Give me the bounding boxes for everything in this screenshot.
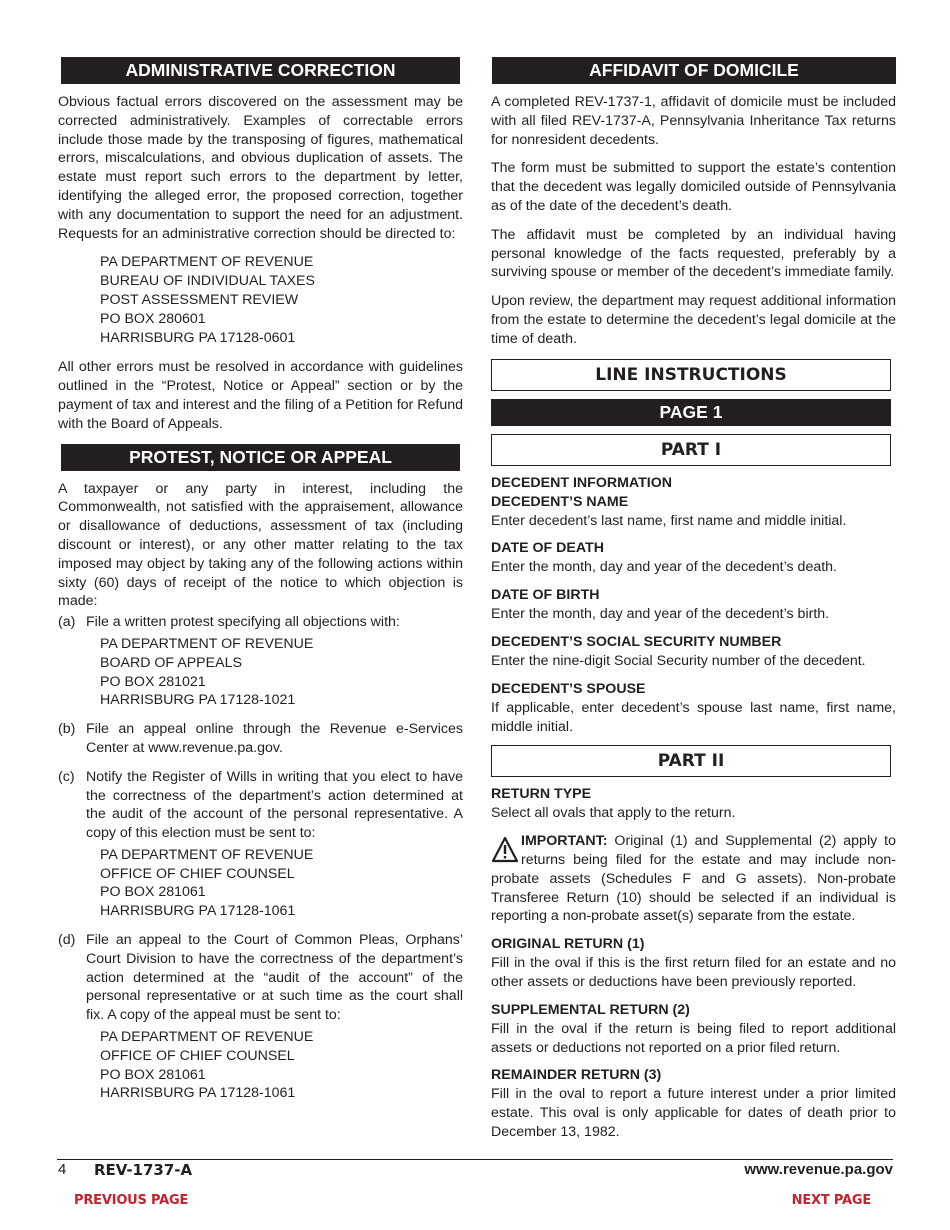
domicile-paragraph: Upon review, the department may request additional information from the estate to determine the decedent’s legal domicile at the time of death.	[491, 293, 896, 347]
domicile-paragraph: A completed REV-1737-1, affidavit of domicile must be included with all filed REV-1737-A, Pennsylvania Inheritance Tax returns for nonresident decedents.	[491, 94, 896, 148]
protest-item-d	[58, 931, 463, 1103]
item-label: (b)	[58, 721, 76, 738]
entry-title: DATE OF DEATH	[491, 540, 604, 557]
important-label: IMPORTANT:	[521, 833, 608, 850]
admin-correction-heading: ADMINISTRATIVE CORRECTION	[61, 57, 460, 84]
item-label: (c)	[58, 768, 75, 785]
item-address	[100, 846, 463, 921]
entry-title: DECEDENT’S SOCIAL SECURITY NUMBER	[491, 633, 782, 650]
item-text: File an appeal to the Court of Common Pleas, Orphans’ Court Division to have the correctness of the department’s action determined at the “audit of the account” of the personal representative or at such time as the court shall fix. A copy of the appeal must be sent to:	[86, 932, 463, 1024]
footer-rule	[57, 1159, 893, 1160]
admin-correction-paragraph: Obvious factual errors discovered on the assessment may be corrected administratively. Examples of correctable errors include those made by the transposing of figures, mathematical errors, miscalculations, and obvious duplication of assets. The estate must report such errors to the department by letter, identifying the alleged error, the proposed correction, together with any documentation to support the need for an adjustment. Requests for an administrative correction should be directed to:	[58, 94, 463, 242]
entry-title: DECEDENT’S NAME	[491, 493, 629, 510]
protest-item-c	[58, 768, 463, 921]
address-line: OFFICE OF CHIEF COUNSEL	[100, 865, 295, 882]
item-body	[86, 613, 463, 710]
address-line: HARRISBURG PA 17128-0601	[100, 329, 296, 346]
left-column	[58, 57, 463, 1113]
entry-title: RETURN TYPE	[491, 786, 592, 803]
address-line: POST ASSESSMENT REVIEW	[100, 291, 299, 308]
entry-text: If applicable, enter decedent’s spouse last name, first name, middle initial.	[491, 699, 896, 735]
item-body	[86, 931, 463, 1103]
next-page-link[interactable]: NEXT PAGE	[791, 1193, 871, 1208]
admin-address	[100, 253, 463, 347]
address-line: PO BOX 281061	[100, 884, 206, 901]
item-text: File a written protest specifying all objections with:	[86, 614, 400, 631]
entry-date-of-death	[491, 539, 896, 577]
address-line: PO BOX 281021	[100, 673, 206, 690]
important-note	[491, 832, 896, 926]
item-address	[100, 635, 463, 710]
protest-paragraph: A taxpayer or any party in interest, including the Commonwealth, not satisfied with the appraisement, allowance or disallowance of deductions, assessment of tax (including discount or interest), or any other matter relating to the tax imposed may object by taking any of the following actions within sixty (60) days of receipt of the notice to which objection is made:	[58, 480, 463, 610]
protest-item-a	[58, 613, 463, 710]
decedent-information-title: DECEDENT INFORMATION	[491, 474, 673, 491]
page-number: 4	[58, 1161, 67, 1178]
address-line: BUREAU OF INDIVIDUAL TAXES	[100, 273, 315, 290]
protest-item-b	[58, 720, 463, 758]
address-line: BOARD OF APPEALS	[100, 654, 242, 671]
entry-text: Enter the nine-digit Social Security number of the decedent.	[491, 652, 866, 669]
previous-page-link[interactable]: PREVIOUS PAGE	[74, 1193, 189, 1208]
entry-text: Fill in the oval to report a future interest under a prior limited estate. This oval is only applicable for dates of death prior to December 13, 1982.	[491, 1086, 896, 1140]
entry-title: DECEDENT’S SPOUSE	[491, 680, 646, 697]
address-line: PA DEPARTMENT OF REVENUE	[100, 846, 314, 863]
form-id: REV-1737-A	[94, 1161, 193, 1179]
entry-text: Enter the month, day and year of the decedent’s death.	[491, 559, 837, 576]
address-line: HARRISBURG PA 17128-1061	[100, 1085, 296, 1102]
item-label: (d)	[58, 932, 76, 949]
entry-title: ORIGINAL RETURN (1)	[491, 936, 645, 953]
entry-title: REMAINDER RETURN (3)	[491, 1067, 662, 1084]
entry-decedent-name	[491, 493, 896, 531]
domicile-paragraph: The form must be submitted to support the estate’s contention that the decedent was legally domiciled outside of Pennsylvania as of the date of the decedent’s death.	[491, 160, 896, 214]
entry-title: DATE OF BIRTH	[491, 587, 600, 604]
entry-ssn	[491, 633, 896, 671]
entry-text: Select all ovals that apply to the return.	[491, 805, 736, 822]
address-line: PO BOX 280601	[100, 310, 206, 327]
domicile-paragraph: The affidavit must be completed by an individual having personal knowledge of the facts requested, preferably by a surviving spouse or member of the decedent’s immediate family.	[491, 226, 896, 281]
entry-spouse	[491, 680, 896, 737]
part-2-heading: PART II	[491, 745, 891, 777]
entry-text: Enter the month, day and year of the decedent’s birth.	[491, 606, 830, 623]
page-1-heading: PAGE 1	[491, 399, 891, 426]
warning-triangle-icon	[491, 834, 521, 866]
entry-return-type	[491, 785, 896, 823]
address-line: HARRISBURG PA 17128-1021	[100, 692, 296, 709]
address-line: PO BOX 281061	[100, 1066, 206, 1083]
entry-text: Fill in the oval if this is the first return filed for an estate and no other assets or deductions have been previously reported.	[491, 955, 896, 990]
admin-other-errors-paragraph: All other errors must be resolved in accordance with guidelines outlined in the “Protest, Notice or Appeal” section or by the payment of tax and interest and the filing of a Petition for Refund with the Board of Appeals.	[58, 359, 463, 432]
important-text: Original (1) and Supplemental (2) apply to returns being filed for the estate and may include non-probate assets (Schedules F and G assets). Non-probate Transferee Return (10) should be selected if an individual is reporting a non-probate asset(s) separate from the estate.	[491, 833, 896, 925]
entry-date-of-birth	[491, 586, 896, 624]
entry-text: Enter decedent’s last name, first name and middle initial.	[491, 512, 847, 529]
entry-remainder-return	[491, 1066, 896, 1141]
entry-text: Fill in the oval if the return is being filed to report additional assets or deductions not reported on a prior filed return.	[491, 1020, 896, 1056]
address-line: HARRISBURG PA 17128-1061	[100, 903, 296, 920]
domicile-heading: AFFIDAVIT OF DOMICILE	[492, 57, 896, 84]
item-address	[100, 1028, 463, 1103]
address-line: PA DEPARTMENT OF REVENUE	[100, 1029, 314, 1046]
protest-heading: PROTEST, NOTICE OR APPEAL	[61, 444, 460, 471]
line-instructions-heading: LINE INSTRUCTIONS	[491, 359, 891, 391]
item-label: (a)	[58, 614, 76, 631]
item-text: File an appeal online through the Revenue e-Services Center at www.revenue.pa.gov.	[86, 721, 463, 756]
right-column	[491, 57, 896, 1151]
address-line: OFFICE OF CHIEF COUNSEL	[100, 1047, 295, 1064]
entry-original-return	[491, 935, 896, 992]
item-body	[86, 768, 463, 921]
website-link[interactable]: www.revenue.pa.gov	[744, 1161, 893, 1178]
address-line: PA DEPARTMENT OF REVENUE	[100, 254, 314, 271]
address-line: PA DEPARTMENT OF REVENUE	[100, 635, 314, 652]
entry-title: SUPPLEMENTAL RETURN (2)	[491, 1001, 690, 1018]
entry-supplemental-return	[491, 1001, 896, 1058]
item-text: Notify the Register of Wills in writing that you elect to have the correctness of the department’s action determined at the audit of the account of the personal representative. A copy of this election must be sent to:	[86, 768, 463, 842]
part-1-heading: PART I	[491, 434, 891, 466]
